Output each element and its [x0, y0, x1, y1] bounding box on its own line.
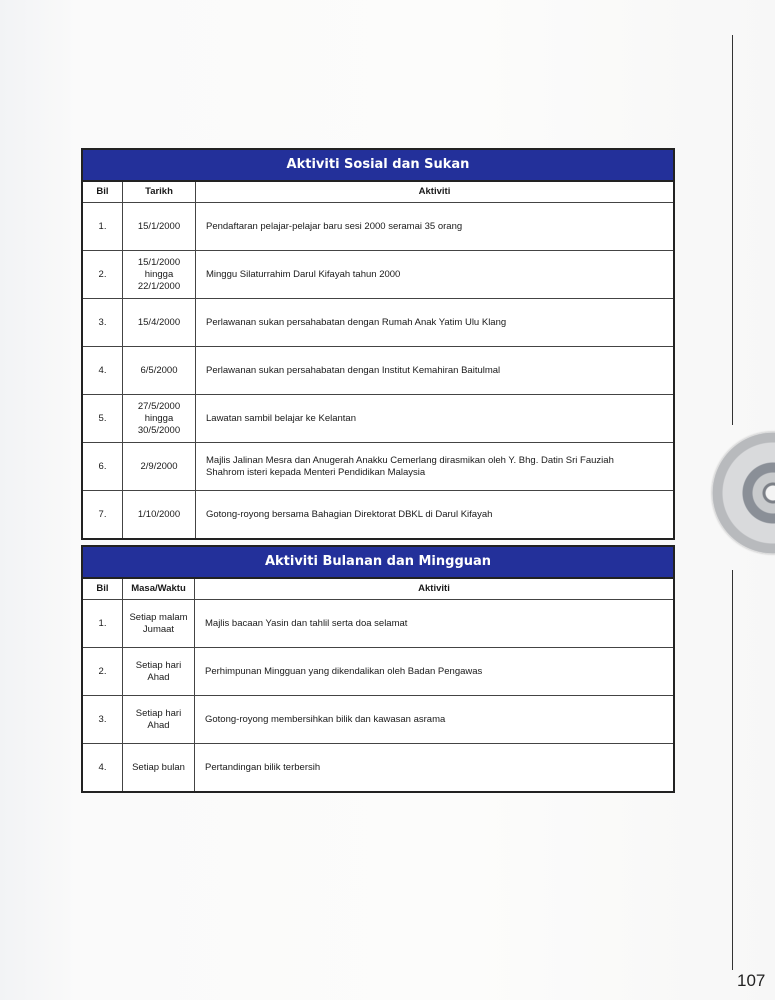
margin-rule-bottom	[732, 570, 733, 970]
monthly-table-header-row	[83, 579, 673, 600]
table-row	[83, 600, 673, 648]
row-time: Setiap bulan	[123, 744, 195, 791]
bil-header: Bil	[83, 579, 123, 599]
row-activity: Majlis Jalinan Mesra dan Anugerah Anakku Cemerlang dirasmikan oleh Y. Bhg. Datin Sri Fauziah Shahrom isteri kepada Menteri Pendidikan Malaysia	[206, 454, 614, 478]
table-row	[83, 251, 673, 299]
row-date: 2/9/2000	[123, 443, 196, 490]
row-number: 3.	[83, 299, 123, 346]
row-date: 27/5/2000 hingga 30/5/2000	[123, 395, 196, 442]
row-number: 1.	[83, 600, 123, 647]
table-row	[83, 203, 673, 251]
row-activity: Perhimpunan Mingguan yang dikendalikan oleh Badan Pengawas	[205, 665, 483, 677]
table-row	[83, 347, 673, 395]
table-row	[83, 648, 673, 696]
row-date: 6/5/2000	[123, 347, 196, 394]
social-sports-table	[81, 148, 675, 540]
row-time: Setiap hari Ahad	[123, 696, 195, 743]
row-number: 1.	[83, 203, 123, 250]
row-date: 15/1/2000	[123, 203, 196, 250]
row-activity: Majlis bacaan Yasin dan tahlil serta doa selamat	[205, 617, 408, 629]
row-activity: Gotong-royong membersihkan bilik dan kawasan asrama	[205, 713, 446, 725]
row-activity: Perlawanan sukan persahabatan dengan Rumah Anak Yatim Ulu Klang	[206, 316, 507, 328]
table-row	[83, 443, 673, 491]
bil-header: Bil	[83, 182, 123, 202]
row-number: 4.	[83, 744, 123, 791]
row-activity: Pertandingan bilik terbersih	[205, 761, 321, 773]
row-time: Setiap malam Jumaat	[123, 600, 195, 647]
row-number: 2.	[83, 648, 123, 695]
masa-waktu-header: Masa/Waktu	[123, 579, 195, 599]
margin-rule-top	[732, 35, 733, 425]
row-number: 2.	[83, 251, 123, 298]
row-time: Setiap hari Ahad	[123, 648, 195, 695]
social-table-header-row	[83, 182, 673, 203]
row-number: 7.	[83, 491, 123, 538]
row-date: 15/1/2000 hingga 22/1/2000	[123, 251, 196, 298]
tarikh-header: Tarikh	[123, 182, 196, 202]
aktiviti-header: Aktiviti	[418, 186, 451, 197]
row-activity: Minggu Silaturrahim Darul Kifayah tahun 2000	[206, 268, 401, 280]
row-activity: Gotong-royong bersama Bahagian Direktorat DBKL di Darul Kifayah	[206, 508, 493, 520]
row-number: 6.	[83, 443, 123, 490]
table-row	[83, 744, 673, 791]
row-activity: Pendaftaran pelajar-pelajar baru sesi 2000 seramai 35 orang	[206, 220, 463, 232]
row-date: 15/4/2000	[123, 299, 196, 346]
row-number: 5.	[83, 395, 123, 442]
table-row	[83, 395, 673, 443]
table-row	[83, 299, 673, 347]
page-number: 107	[737, 971, 766, 990]
row-activity: Lawatan sambil belajar ke Kelantan	[206, 412, 356, 424]
table-row	[83, 696, 673, 744]
row-number: 4.	[83, 347, 123, 394]
aktiviti-header: Aktiviti	[418, 583, 450, 594]
row-activity: Perlawanan sukan persahabatan dengan Institut Kemahiran Baitulmal	[206, 364, 501, 376]
social-table-title: Aktiviti Sosial dan Sukan	[83, 150, 673, 182]
row-date: 1/10/2000	[123, 491, 196, 538]
table-row	[83, 491, 673, 538]
row-number: 3.	[83, 696, 123, 743]
monthly-table-title: Aktiviti Bulanan dan Mingguan	[83, 547, 673, 579]
monthly-weekly-table	[81, 545, 675, 793]
